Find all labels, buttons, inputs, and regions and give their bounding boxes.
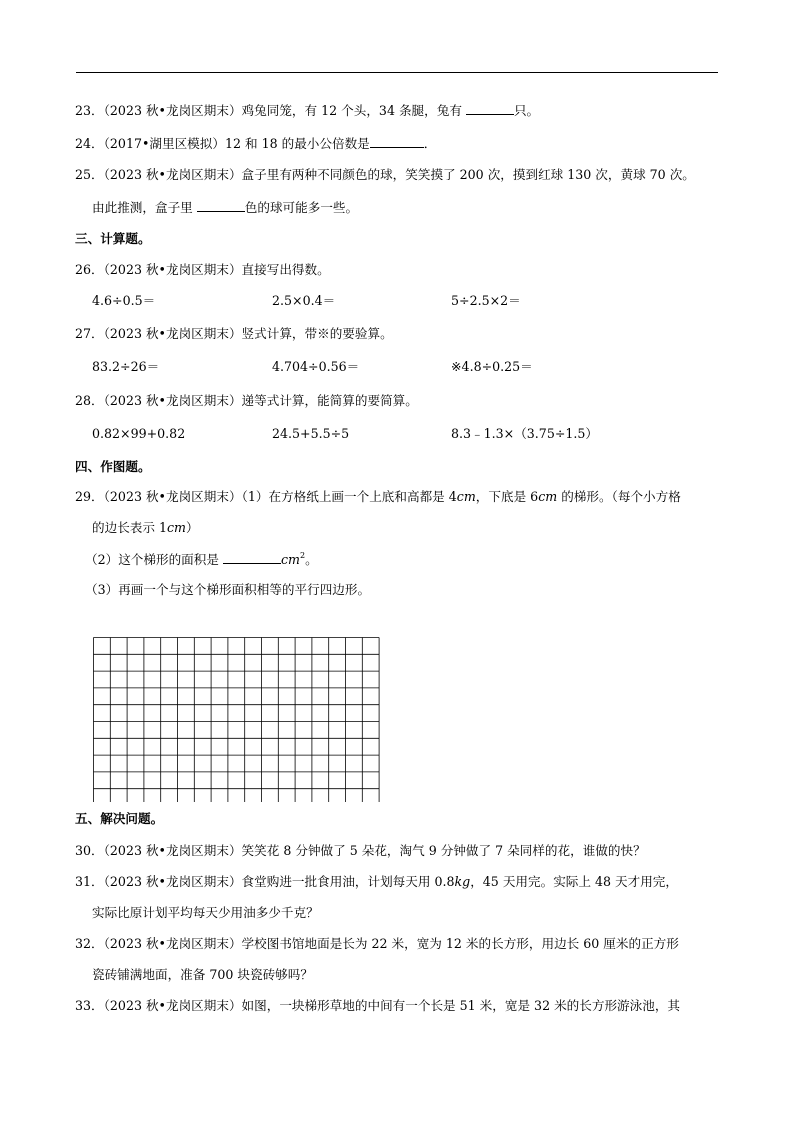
q29-unit-cm-2: cm [538, 489, 558, 504]
section-5-heading: 五、解决问题。 [75, 811, 164, 826]
q25-suffix: 色的球可能多一些。 [244, 200, 359, 215]
q27-item-1: 83.2÷26＝ [92, 359, 160, 374]
q29-line2-b: ） [186, 520, 199, 535]
q29-text-c: 的梯形。（每个小方格 [557, 489, 681, 504]
q29-line2-a: 的边长表示 1 [92, 520, 167, 535]
q23-suffix: 只。 [513, 103, 540, 118]
q24-answer-blank[interactable] [370, 134, 424, 148]
section-4-heading: 四、作图题。 [75, 459, 151, 474]
question-24 [75, 134, 436, 153]
q29-part2-suffix: 。 [305, 552, 318, 567]
question-33-line1: 33．（2023 秋•龙岗区期末）如图，一块梯形草地的中间有一个长是 51 米，宽是 32 米的长方形游泳池，其 [75, 998, 681, 1013]
q24-suffix: ． [423, 136, 437, 151]
q23-answer-blank[interactable] [466, 101, 514, 115]
question-29-part2 [85, 550, 318, 569]
q27-item-2: 4.704÷0.56＝ [272, 359, 360, 374]
q27-item-3: ※4.8÷0.25＝ [451, 359, 533, 374]
grid-paper[interactable] [93, 637, 381, 802]
question-23 [75, 101, 539, 120]
q26-item-1: 4.6÷0.5＝ [92, 293, 156, 308]
question-29-part3: （3）再画一个与这个梯形面积相等的平行四边形。 [85, 582, 371, 597]
q24-text: 24．（2017•湖里区模拟）12 和 18 的最小公倍数是 [75, 136, 370, 151]
question-25-line1: 25．（2023 秋•龙岗区期末）盒子里有两种不同颜色的球，笑笑摸了 200 次，摸到红球 130 次，黄球 70 次。 [75, 167, 695, 182]
q29-unit-cm-1: cm [456, 489, 476, 504]
q29-answer-blank[interactable] [223, 550, 281, 564]
q25-answer-blank[interactable] [197, 198, 245, 212]
question-32-line1: 32．（2023 秋•龙岗区期末）学校图书馆地面是长为 22 米，宽为 12 米的长方形，用边长 60 厘米的正方形 [75, 936, 679, 951]
q28-item-3: 8.3﹣1.3×（3.75÷1.5） [451, 426, 599, 441]
question-25-line2 [92, 198, 358, 217]
q31-text-a: 31．（2023 秋•龙岗区期末）食堂购进一批食用油，计划每天用 0.8 [75, 874, 455, 889]
header-rule [76, 72, 718, 73]
q29-exponent: 2 [299, 551, 306, 560]
q28-item-1: 0.82×99+0.82 [92, 426, 186, 441]
question-30: 30．（2023 秋•龙岗区期末）笑笑花 8 分钟做了 5 朵花，淘气 9 分钟做了 7 朵同样的花，谁做的快？ [75, 843, 646, 858]
q26-item-3: 5÷2.5×2＝ [451, 293, 521, 308]
q25-prefix: 由此推测，盒子里 [92, 200, 197, 215]
q28-item-2: 24.5+5.5÷5 [272, 426, 350, 441]
section-3-heading: 三、计算题。 [75, 231, 151, 246]
question-32-line2: 瓷砖铺满地面，准备 700 块瓷砖够吗？ [92, 967, 313, 982]
q29-text-b: ，下底是 6 [475, 489, 539, 504]
question-27: 27．（2023 秋•龙岗区期末）竖式计算，带※的要验算。 [75, 326, 393, 341]
question-31-line1 [75, 873, 678, 891]
question-31-line2: 实际比原计划平均每天少用油多少千克？ [92, 905, 319, 920]
q29-part2-prefix: （2）这个梯形的面积是 [85, 552, 223, 567]
question-28: 28．（2023 秋•龙岗区期末）递等式计算，能简算的要简算。 [75, 393, 418, 408]
q29-unit-cm-3: cm [167, 520, 186, 535]
question-26: 26．（2023 秋•龙岗区期末）直接写出得数。 [75, 262, 330, 277]
question-29-line1 [75, 488, 681, 506]
q23-text: 23．（2023 秋•龙岗区期末）鸡兔同笼，有 12 个头，34 条腿，兔有 [75, 103, 466, 118]
q29-text-a: 29．（2023 秋•龙岗区期末）（1）在方格纸上画一个上底和高都是 4 [75, 489, 457, 504]
q26-item-2: 2.5×0.4＝ [272, 293, 336, 308]
question-29-line2 [92, 519, 199, 537]
q31-unit-kg: kg [454, 874, 471, 889]
q29-unit-cm-4: cm [280, 552, 300, 567]
q31-text-b: ，45 天用完。实际上 48 天才用完， [470, 874, 678, 889]
